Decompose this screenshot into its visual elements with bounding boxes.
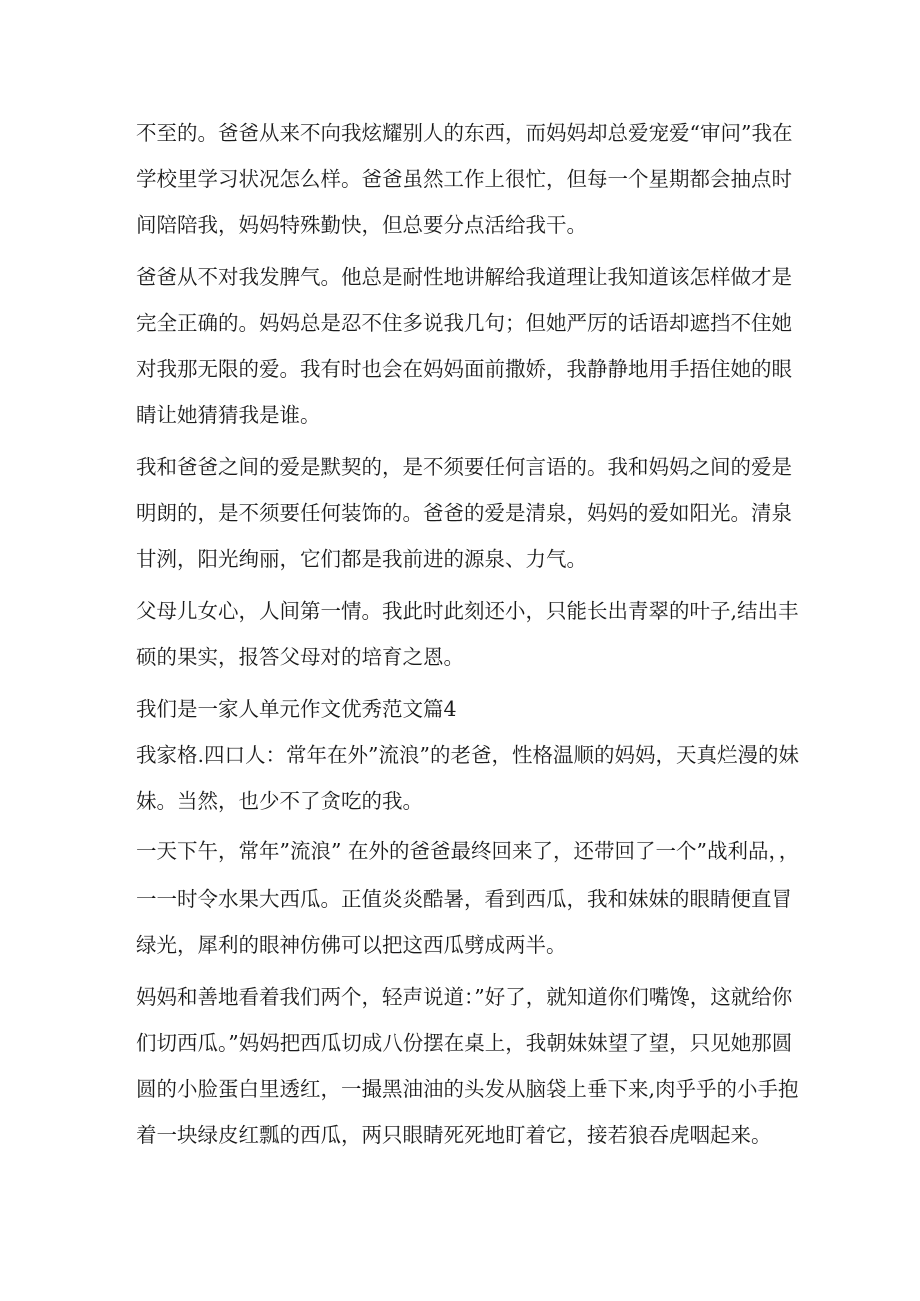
paragraph-6-line-2: 妹。当然，也少不了贪吃的我。 [136, 789, 423, 813]
paragraph-7-line-3: 绿光，犀利的眼神仿佛可以把这西瓜劈成两半。 [136, 933, 567, 957]
paragraph-6-line-1: 我家格.四口人：常年在外”流浪”的老爸，性格温顺的妈妈，天真烂漫的妹 [136, 743, 799, 767]
paragraph-8-line-3: 圆的小脸蛋白里透红，一撮黑油油的头发从脑袋上垂下来,肉乎乎的小手抱 [136, 1077, 799, 1101]
paragraph-4-line-1: 父母儿女心，人间第一情。我此时此刻还小，只能长出青翠的叶子,结出丰 [136, 599, 799, 623]
paragraph-4-line-2: 硕的果实，报答父母对的培育之恩。 [136, 645, 464, 669]
paragraph-1-line-3: 间陪陪我，妈妈特殊勤快，但总要分点活给我干。 [136, 213, 587, 237]
paragraph-3-line-2: 明朗的，是不须要任何装饰的。爸爸的爱是清泉，妈妈的爱如阳光。清泉 [136, 501, 792, 525]
paragraph-1-line-2: 学校里学习状况怎么样。爸爸虽然工作上很忙，但每一个星期都会抽点时 [136, 167, 792, 191]
paragraph-2-line-2: 完全正确的。妈妈总是忍不住多说我几句；但她严厉的话语却遮挡不住她 [136, 311, 792, 335]
paragraph-2-line-1: 爸爸从不对我发脾气。他总是耐性地讲解给我道理让我知道该怎样做才是 [136, 265, 792, 289]
paragraph-8-line-1: 妈妈和善地看着我们两个，轻声说道：”好了，就知道你们嘴馋，这就给你 [136, 985, 793, 1009]
paragraph-2-line-4: 睛让她猜猜我是谁。 [136, 403, 321, 427]
paragraph-3-line-1: 我和爸爸之间的爱是默契的，是不须要任何言语的。我和妈妈之间的爱是 [136, 455, 792, 479]
paragraph-1-line-1: 不至的。爸爸从来不向我炫耀别人的东西，而妈妈却总爱宠爱“审问”我在 [136, 121, 793, 145]
paragraph-8-line-2: 们切西瓜。”妈妈把西瓜切成八份摆在桌上，我朝妹妹望了望，只见她那圆 [136, 1031, 793, 1055]
paragraph-8-line-4: 着一块绿皮红瓢的西瓜，两只眼睛死死地盯着它，接若狼吞虎咽起来。 [136, 1123, 772, 1147]
paragraph-7-line-2: 一一时令水果大西瓜。正值炎炎酷暑，看到西瓜，我和妹妹的眼睛便直冒 [136, 887, 792, 911]
section-heading: 我们是一家人单元作文优秀范文篇4 [136, 697, 457, 721]
paragraph-2-line-3: 对我那无限的爱。我有时也会在妈妈面前撒娇，我静静地用手捂住她的眼 [136, 357, 792, 381]
paragraph-3-line-3: 甘洌，阳光绚丽，它们都是我前进的源泉、力气。 [136, 547, 587, 571]
paragraph-7-line-1: 一天下午，常年”流浪” 在外的爸爸最终回来了，还带回了一个”战利品，， [136, 839, 800, 863]
